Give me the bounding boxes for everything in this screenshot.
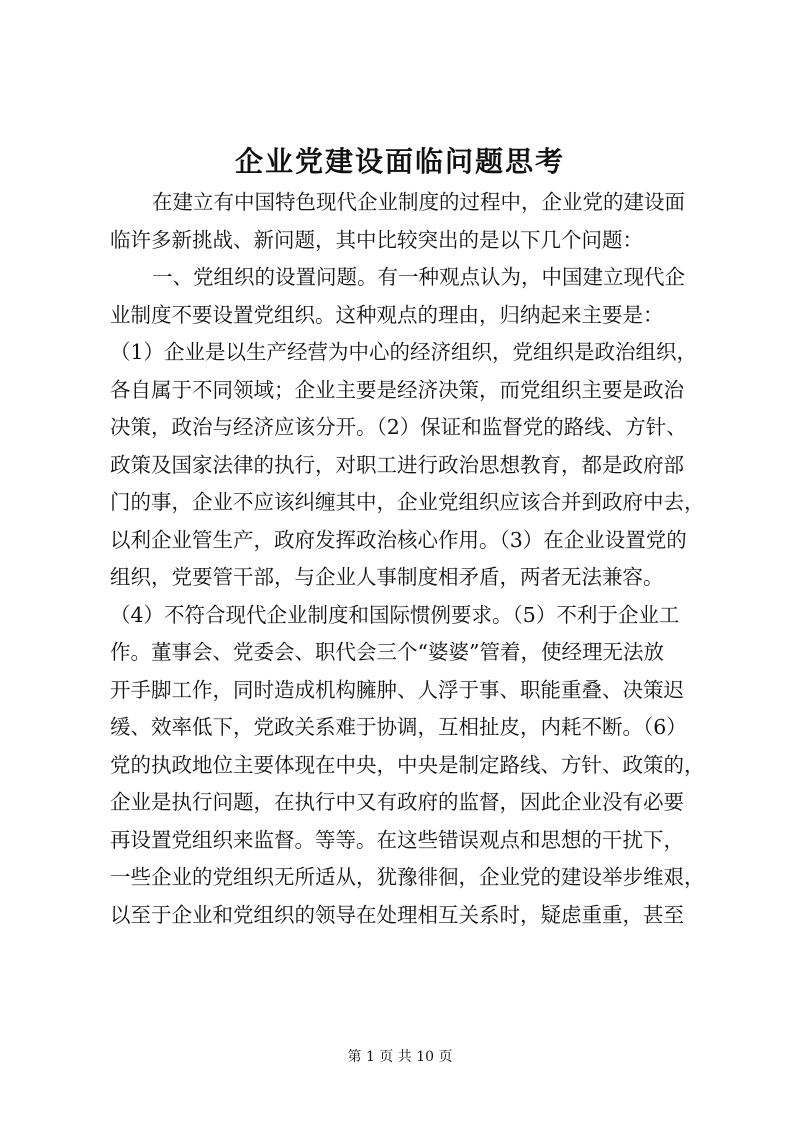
document-body [110,184,730,934]
document-title: 企业党建设面临问题思考 [234,145,565,178]
paragraph-line: 在建立有中国特色现代企业制度的过程中，企业党的建设面 [152,190,685,214]
paragraph-line: 门的事，企业不应该纠缠其中，企业党组织应该合并到政府中去， [110,490,705,514]
paragraph-line: 业制度不要设置党组织。这种观点的理由，归纳起来主要是： [110,302,664,327]
paragraph-line: 缓、效率低下，党政关系难于协调，互相扯皮，内耗不断。（6） [110,715,687,739]
paragraph-line: 一些企业的党组织无所适从，犹豫徘徊，企业党的建设举步维艰， [110,865,705,889]
paragraph-line: （1）企业是以生产经营为中心的经济组织，党组织是政治组织， [110,340,698,364]
paragraph-line: 临许多新挑战、新问题，其中比较突出的是以下几个问题： [110,227,643,252]
paragraph-line: 组织，党要管干部，与企业人事制度相矛盾，两者无法兼容。 [110,565,664,589]
paragraph-line: （4）不符合现代企业制度和国际惯例要求。（5）不利于企业工 [110,602,680,627]
paragraph-line: 一、党组织的设置问题。有一种观点认为，中国建立现代企 [152,265,685,289]
paragraph-line: 决策，政治与经济应该分开。（2）保证和监督党的路线、方针、 [110,415,687,439]
paragraph-line: 政策及国家法律的执行，对职工进行政治思想教育，都是政府部 [110,452,684,477]
paragraph-line: 企业是执行问题，在执行中又有政府的监督，因此企业没有必要 [110,790,684,814]
paragraph-line: 以至于企业和党组织的领导在处理相互关系时，疑虑重重，甚至 [110,902,684,927]
page-footer: 第 1 页 共 10 页 [347,1049,453,1065]
paragraph-line: 再设置党组织来监督。等等。在这些错误观点和思想的干扰下， [110,827,684,852]
paragraph-line: 以利企业管生产，政府发挥政治核心作用。（3）在企业设置党的 [110,527,687,552]
paragraph-line: 党的执政地位主要体现在中央，中央是制定路线、方针、政策的， [110,752,705,777]
paragraph-line: 作。董事会、党委会、职代会三个“婆婆”管着，使经理无法放 [110,640,664,664]
paragraph-line: 各自属于不同领域；企业主要是经济决策，而党组织主要是政治 [110,377,684,402]
paragraph-line: 开手脚工作，同时造成机构臃肿、人浮于事、职能重叠、决策迟 [110,677,684,702]
